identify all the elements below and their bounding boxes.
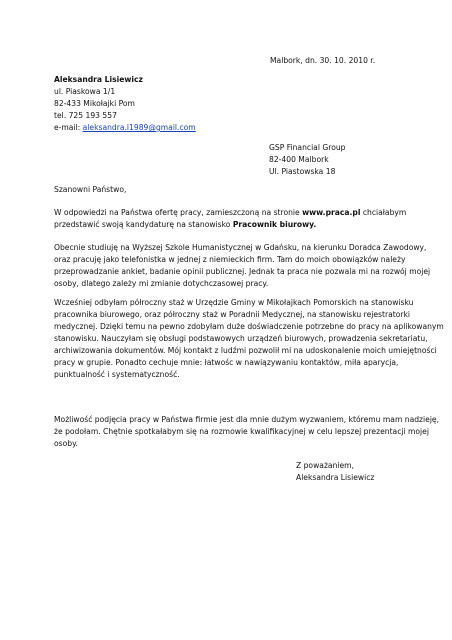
email-link[interactable]: aleksandra.l1989@gmail.com: [82, 123, 196, 132]
paragraph-line: Możliwość podjęcia pracy w Państwa firmie jest dla mnie dużym wyzwaniem, któremu mam nadzieję,: [54, 415, 440, 424]
paragraph-line: pracownika biurowego, oraz półroczny staż w Poradnii Medycznej, na stanowisku rejestratorki: [54, 310, 411, 319]
greeting: Szanowni Państwo,: [54, 185, 127, 194]
paragraph-line: medycznej. Dzięki temu na pewno zdobyłam duże doświadczenie potrzebne do pracy na aplikowanym: [54, 322, 444, 331]
website-name: www.praca.pl: [302, 208, 361, 217]
paragraph-line: że podołam. Chętnie spotkałabym się na rozmowie kwalifikacyjnej w celu lepszej prezentacji mojej: [54, 427, 429, 436]
signature-block: [296, 460, 374, 484]
sender-email-row: [54, 122, 196, 134]
paragraph-application: [54, 207, 407, 231]
paragraph-experience: [54, 297, 444, 381]
recipient-street: Ul. Piastowska 18: [269, 167, 336, 176]
recipient-city: 82-400 Malbork: [269, 155, 329, 164]
sender-phone: tel. 725 193 557: [54, 111, 117, 120]
sender-address-block: [54, 74, 196, 134]
paragraph-text: chciałabym: [360, 208, 407, 217]
paragraph-line: oraz pracuję jako telefonistka w jednej z niemieckich firm. Tam do moich obowiązków należy: [54, 255, 406, 264]
recipient-company: GSP Financial Group: [269, 143, 346, 152]
paragraph-line: osoby, dlatego zależy mi zmianie dotychczasowej pracy.: [54, 279, 269, 288]
paragraph-text: W odpowiedzi na Państwa ofertę pracy, zamieszczoną na stronie: [54, 208, 303, 217]
email-label: e-mail:: [54, 123, 83, 132]
paragraph-closing-remarks: [54, 414, 440, 450]
paragraph-line: punktualność i systematyczność.: [54, 370, 180, 379]
paragraph-line: [54, 219, 398, 231]
paragraph-line: archiwizowania dokumentów. Mój kontakt z ludźmi pozwolił mi na udoskonalenie moich umiejętności: [54, 346, 437, 355]
paragraph-line: stanowisku. Nauczyłam się obsługi podstawowych urządzeń biurowych, prowadzenia sekretariatu,: [54, 334, 428, 343]
date-line: Malbork, dn. 30. 10. 2010 r.: [270, 56, 376, 65]
recipient-address-block: [269, 142, 345, 178]
sender-street: ul. Piaskowa 1/1: [54, 87, 116, 96]
paragraph-line: Obecnie studiuję na Wyższej Szkole Humanistycznej w Gdańsku, na kierunku Doradca Zawodowy,: [54, 243, 427, 252]
signature-name: Aleksandra Lisiewicz: [296, 473, 375, 482]
paragraph-text: przedstawić swoją kandydaturę na stanowisko: [54, 220, 233, 229]
paragraph-line: osoby.: [54, 439, 78, 448]
paragraph-current-situation: [54, 242, 431, 290]
closing-phrase: Z poważaniem,: [296, 461, 354, 470]
paragraph-line: przeprowadzanie ankiet, badanie opinii publicznej. Jednak ta praca nie pozwala mi na rozwój mojej: [54, 267, 431, 276]
paragraph-line: Wcześniej odbyłam półroczny staż w Urzędzie Gminy w Mikołajkach Pomorskich na stanowisku: [54, 298, 414, 307]
paragraph-line: pracy w grupie. Ponadto cechuje mnie: łatwośc w nawiązywaniu kontaktów, miła aparycja,: [54, 358, 399, 367]
sender-name: Aleksandra Lisiewicz: [54, 75, 143, 84]
sender-city: 82-433 Mikołajki Pom: [54, 99, 135, 108]
paragraph-line: [54, 207, 407, 219]
job-position: Pracownik biurowy.: [232, 220, 317, 229]
